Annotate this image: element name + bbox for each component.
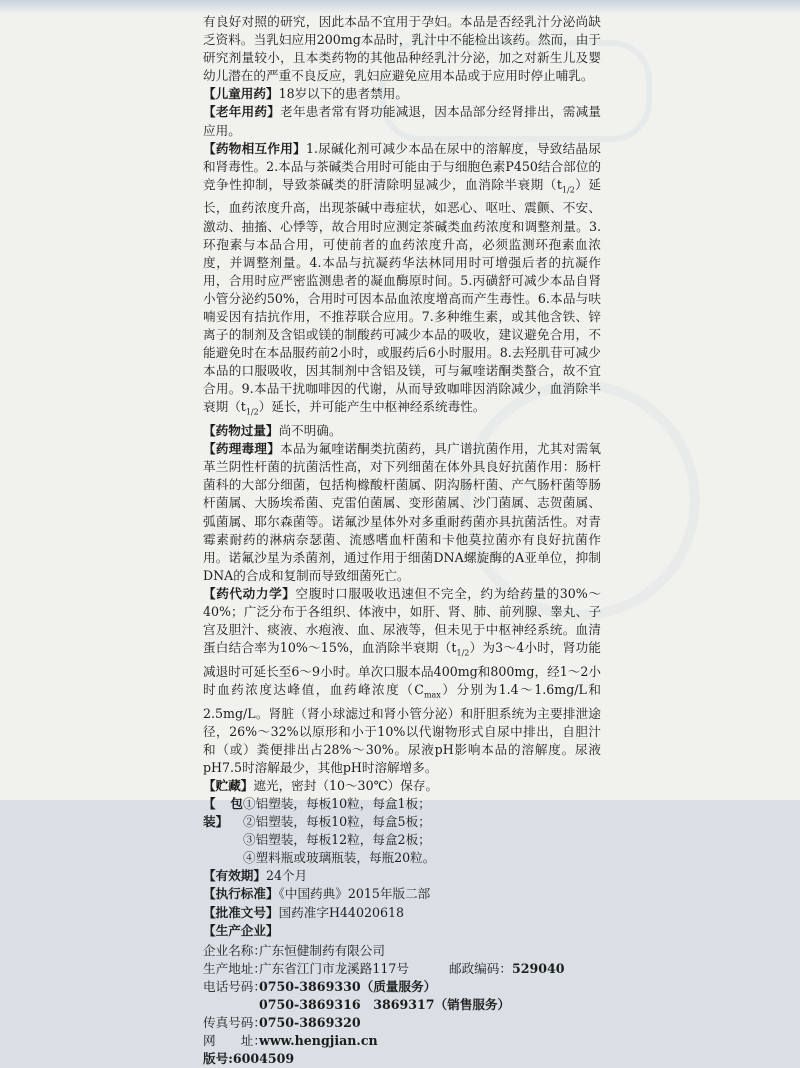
packaging-item: ④塑料瓶或玻璃瓶装，每瓶20粒。	[243, 850, 436, 866]
section-body: 1.尿碱化剂可减少本品在尿中的溶解度，导致结晶尿和肾毒性。2.本品与茶碱类合用时可能由于与细胞色素P450结合部位的竞争性抑制，导致茶碱类的肝清除明显减少，血消除半衰期（t	[203, 140, 601, 192]
version-number: 版号:6004509	[203, 1051, 295, 1067]
section-body: 《中国药典》2015年版二部	[278, 886, 431, 902]
section-body: ）延长，并可能产生中枢神经系统毒性。	[258, 399, 486, 415]
section-heading: 【儿童用药】	[203, 86, 279, 102]
subscript: 1/2	[456, 648, 470, 658]
company-row	[203, 942, 601, 960]
section-heading: 【药物相互作用】	[203, 140, 306, 156]
manufacturer-info	[203, 942, 601, 1068]
section-body: ）分别为1.4～1.6mg/L和2.5mg/L。肾脏（肾小球滤过和肾小管分泌）和肝胆系统为主要排泄途径，26%～32%以原形和小于10%以代谢物形式自尿中排出，自胆汁和（或）粪便排出占28%～30%。尿液pH影响本品的溶解度。尿液pH7.5时溶解最少，其他pH时溶解增多。	[203, 681, 602, 775]
section-overdose	[203, 422, 601, 440]
pregnancy-lactation-text: 有良好对照的研究，因此本品不宜用于孕妇。本品是否经乳汁分泌尚缺乏资料。当乳妇应用200mg本品时，乳汁中不能检出该药。然而，由于研究剂量较小，且本类药物的其他品种经乳汁分泌，加之对新生儿及婴幼儿潜在的严重不良反应，乳妇应避免应用本品或于应用时停止哺乳。	[203, 14, 601, 84]
packaging-item: ②铝塑装，每板10粒，每盒5板；	[243, 814, 431, 830]
section-body: 国药准字H44020618	[278, 904, 405, 920]
address-row	[203, 960, 601, 978]
section-body: 本品为氟喹诺酮类抗菌药，具广谱抗菌作用，尤其对需氧革兰阴性杆菌的抗菌活性高，对下列细菌在体外具良好抗菌作用：肠杆菌科的大部分细菌，包括枸橼酸杆菌属、阴沟肠杆菌、产气肠杆菌等肠杆菌属、大肠埃希菌、克雷伯菌属、变形菌属、沙门菌属、志贺菌属、弧菌属、耶尔森菌等。诺氟沙星体外对多重耐药菌亦具抗菌活性。对青霉素耐药的淋病奈瑟菌、流感嗜血杆菌和卡他莫拉菌亦有良好抗菌作用。诺氟沙星为杀菌剂，通过作用于细菌DNA螺旋酶的A亚单位，抑制DNA的合成和复制而导致细菌死亡。	[203, 441, 602, 583]
section-heading: 【有效期】	[203, 868, 266, 884]
insert-text-column	[203, 13, 601, 1068]
section-body: 24个月	[265, 868, 308, 884]
section-validity	[203, 867, 601, 885]
packaging-item: ③铝塑装，每板12粒，每盒2板；	[243, 832, 431, 848]
postcode-label: 邮政编码：	[448, 960, 512, 976]
packaging-item: ①铝塑装，每板10粒，每盒1板；	[243, 796, 431, 811]
section-storage	[203, 777, 601, 795]
address-value: 广东省江门市龙溪路117号	[259, 960, 409, 976]
section-body: 遮光，密封（10～30℃）保存。	[253, 777, 439, 793]
section-body: 尚不明确。	[278, 423, 342, 439]
phone-sales: 0750-3869316 3869317（销售服务）	[259, 997, 511, 1013]
section-heading: 【药物过量】	[203, 423, 279, 439]
section-heading: 【执行标准】	[203, 886, 279, 902]
company-label: 企业名称：	[203, 942, 266, 958]
section-heading: 【老年用药】	[203, 104, 281, 120]
section-pharmacology	[203, 440, 601, 585]
section-body: 老年患者常有肾功能减退，因本品部分经肾排出，需减量应用。	[203, 104, 602, 138]
subscript: 1/2	[561, 185, 575, 195]
version-row	[203, 1050, 601, 1068]
phone-quality: 0750-3869330（质量服务）	[259, 978, 437, 994]
subscript: max	[423, 690, 441, 700]
web-row	[203, 1032, 601, 1050]
section-pharmacokinetics	[203, 585, 601, 777]
postcode-value: 529040	[511, 960, 565, 976]
section-approval	[203, 904, 601, 922]
fax-row	[203, 1014, 601, 1032]
section-heading: 【生产企业】	[203, 922, 279, 938]
section-heading: 【包装】	[203, 796, 243, 830]
section-heading: 【药代动力学】	[203, 585, 296, 601]
section-heading: 【批准文号】	[203, 904, 279, 920]
section-body: 18岁以下的患者禁用。	[278, 86, 408, 102]
section-interactions	[203, 140, 601, 422]
web-label: 网 址：	[203, 1033, 266, 1049]
subscript: 1/2	[245, 408, 259, 417]
fax-label: 传真号码：	[203, 1015, 266, 1031]
section-elderly	[203, 103, 601, 139]
address-label: 生产地址：	[203, 960, 266, 976]
phone-row	[203, 978, 601, 996]
packaging-list	[243, 795, 435, 867]
section-standard	[203, 885, 601, 903]
phone-row-2	[203, 996, 601, 1014]
section-body: ）延长，血药浓度升高，出现茶碱中毒症状，如恶心、呕吐、震颤、不安、激动、抽搐、心悸等，故合用时应测定茶碱类血药浓度和调整剂量。3.环孢素与本品合用，可使前者的血药浓度升高，必须监测环孢素血浓度，并调整剂量。4.本品与抗凝药华法林同用时可增强后者的抗凝作用，合用时应严密监测患者的凝血酶原时间。5.丙磺舒可减少本品自肾小管分泌约50%，合用时可因本品血浓度增高而产生毒性。6.本品与呋喃妥因有拮抗作用，不推荐联合应用。7.多种维生素，或其他含铁、锌离子的制剂及含铝或镁的制酸药可减少本品的吸收，建议避免合用，不能避免时在本品服药前2小时，或服药后6小时服用。8.去羟肌苷可减少本品的口服吸收，因其制剂中含铝及镁，可与氟喹诺酮类螯合，故不宜合用。9.本品干扰咖啡因的代谢，从而导致咖啡因消除减少，血消除半衰期（t	[203, 176, 602, 415]
phone-label: 电话号码：	[203, 978, 266, 994]
section-heading: 【药理毒理】	[203, 441, 281, 457]
section-body: 空腹时口服吸收迅速但不完全，约为给药量的30%～40%；广泛分布于各组织、体液中，如肝、肾、肺、前列腺、睾丸、子宫及胆汁、痰液、水疱液、血、尿液等，但未见于中枢神经系统。血清蛋白结合率为10%～15%，血消除半衰期（t	[203, 585, 601, 656]
section-children	[203, 85, 601, 103]
web-value: www.hengjian.cn	[259, 1033, 378, 1049]
section-manufacturer	[203, 922, 601, 940]
section-heading: 【贮藏】	[203, 777, 254, 793]
section-packaging	[203, 795, 601, 867]
section-body: ）为3～4小时，肾功能减退时可延长至6～9小时。单次口服本品400mg和800mg，经1～2小时血药浓度达峰值，血药峰浓度（C	[203, 640, 602, 697]
company-name: 广东恒健制药有限公司	[259, 942, 385, 958]
fax-value: 0750-3869320	[259, 1015, 361, 1031]
